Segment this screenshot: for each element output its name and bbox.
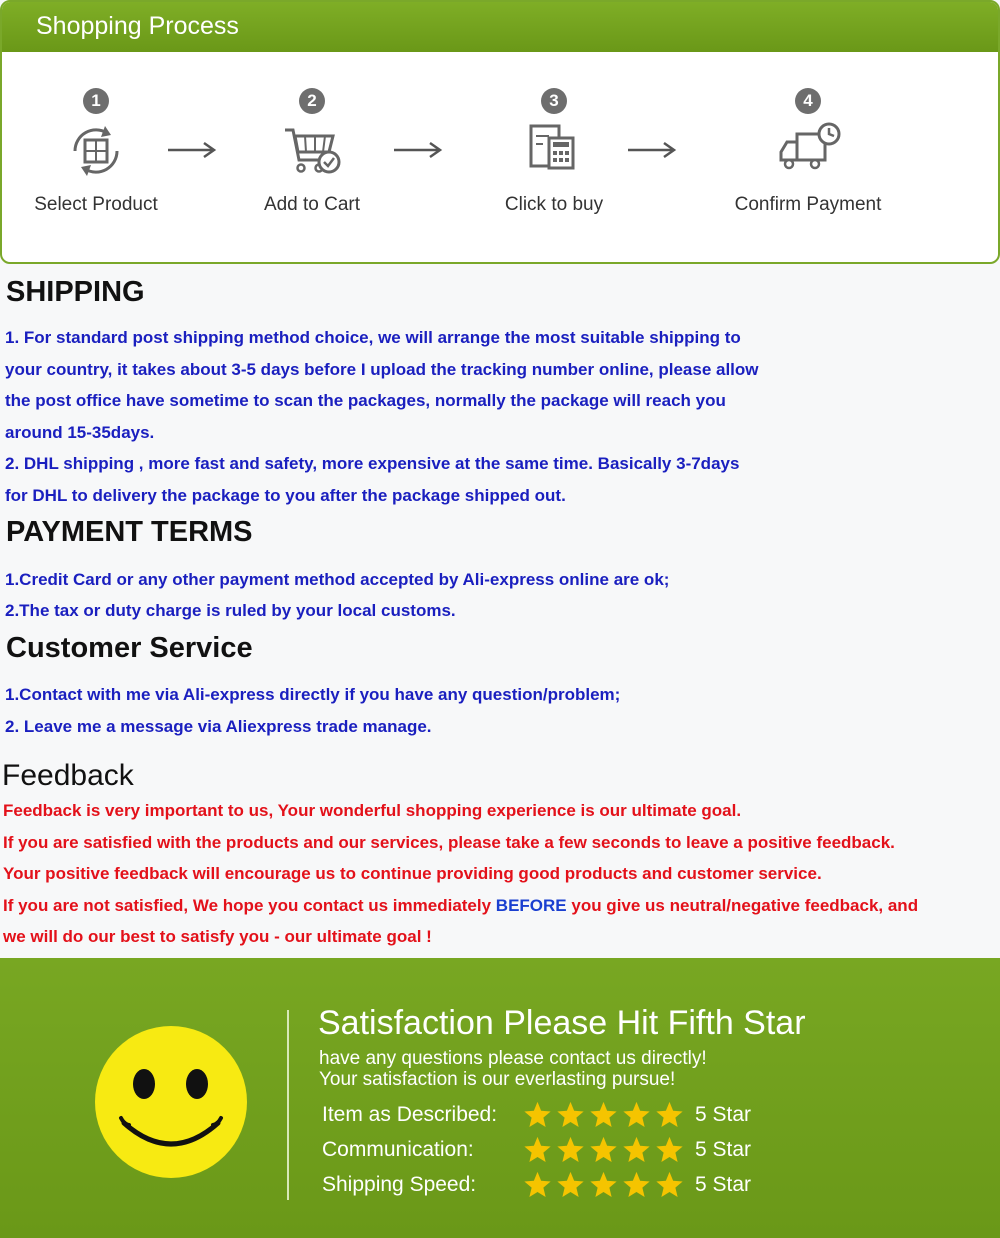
step-add-to-cart [212,88,412,216]
star-icon [522,1100,553,1130]
customer-service-heading: Customer Service [6,632,253,664]
star-icon [555,1170,586,1200]
shopping-process-panel [0,0,1000,264]
select-product-icon [61,116,131,186]
feedback-line-text: you give us neutral/negative feedback, and [566,896,919,915]
star-icon [555,1100,586,1130]
star-icon [522,1135,553,1165]
star-icon [654,1100,685,1130]
payment-line: 1.Credit Card or any other payment method accepted by Ali-express online are ok; [5,570,670,589]
rating-value: 5 Star [695,1138,752,1161]
star-icon [621,1170,652,1200]
step-label: Confirm Payment [734,194,882,215]
star-icon [654,1170,685,1200]
feedback-line [3,896,918,916]
star-icon [588,1170,619,1200]
banner-subtitle: Your satisfaction is our everlasting pursue! [319,1069,676,1090]
feedback-line: Your positive feedback will encourage us to continue providing good products and customer service. [3,864,822,883]
rating-label-item: Item as Described: [322,1103,498,1126]
star-icon [588,1100,619,1130]
satisfaction-banner [0,958,1000,1238]
banner-divider [287,1010,289,1200]
shipping-heading: SHIPPING [6,276,145,308]
arrow-right-icon [392,140,444,160]
star-icon [522,1170,553,1200]
cart-icon [277,116,347,186]
step-label: Select Product [34,194,158,215]
feedback-line-text: If you are not satisfied, We hope you contact us immediately [3,896,496,915]
payment-heading: PAYMENT TERMS [6,516,253,548]
star-icon [621,1100,652,1130]
feedback-line: If you are satisfied with the products and our services, please take a few seconds to leave a positive feedback. [3,833,895,852]
banner-subtitle: have any questions please contact us directly! [319,1048,707,1069]
calculator-icon [519,116,589,186]
smiley-face-icon [94,1025,248,1179]
step-click-to-buy [454,88,654,216]
rating-stars [522,1135,687,1165]
feedback-line: we will do our best to satisfy you - our ultimate goal ! [3,927,432,946]
rating-label-shipping: Shipping Speed: [322,1173,477,1196]
rating-value: 5 Star [695,1173,752,1196]
step-confirm-payment [708,88,908,216]
rating-stars [522,1170,687,1200]
payment-line: 2.The tax or duty charge is ruled by your local customs. [5,601,456,620]
star-icon [588,1135,619,1165]
step-number: 2 [299,88,325,114]
banner-title: Satisfaction Please Hit Fifth Star [318,1004,806,1042]
arrow-right-icon [626,140,678,160]
shipping-line: around 15-35days. [5,423,155,442]
step-number: 3 [541,88,567,114]
service-line: 1.Contact with me via Ali-express directly if you have any question/problem; [5,685,621,704]
service-line: 2. Leave me a message via Aliexpress trade manage. [5,717,432,736]
rating-stars [522,1100,687,1130]
star-icon [621,1135,652,1165]
process-steps [2,52,998,262]
step-number: 4 [795,88,821,114]
before-emphasis: BEFORE [495,896,567,915]
shipping-line: 1. For standard post shipping method choice, we will arrange the most suitable shipping to [5,328,741,347]
rating-label-communication: Communication: [322,1138,474,1161]
star-icon [654,1135,685,1165]
shipping-line: your country, it takes about 3-5 days before I upload the tracking number online, please allow [5,360,759,379]
rating-value: 5 Star [695,1103,752,1126]
step-number: 1 [83,88,109,114]
shipping-line: 2. DHL shipping , more fast and safety, more expensive at the same time. Basically 3-7days [5,454,740,473]
delivery-truck-icon [773,116,843,186]
feedback-heading: Feedback [2,759,134,792]
shipping-line: for DHL to delivery the package to you after the package shipped out. [5,486,566,505]
star-icon [555,1135,586,1165]
feedback-line: Feedback is very important to us, Your wonderful shopping experience is our ultimate goal. [3,801,742,820]
shipping-line: the post office have sometime to scan the packages, normally the package will reach you [5,391,726,410]
step-label: Click to buy [504,194,604,215]
process-title: Shopping Process [2,2,998,52]
step-label: Add to Cart [263,194,361,215]
arrow-right-icon [166,140,218,160]
